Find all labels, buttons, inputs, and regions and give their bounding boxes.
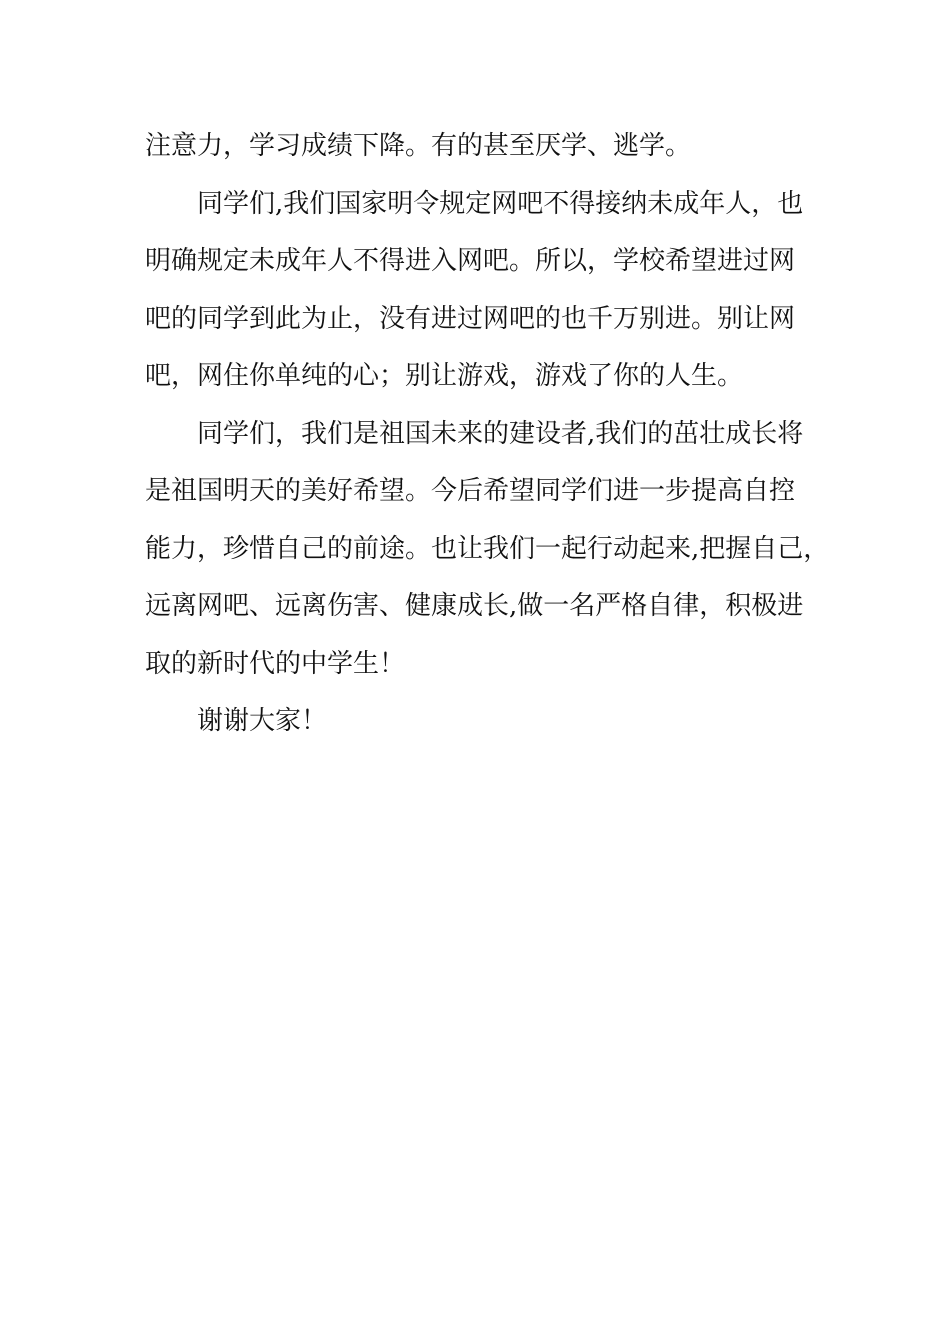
text-line: 吧的同学到此为止，没有进过网吧的也千万别进。别让网 <box>145 303 796 334</box>
text-line: 能力，珍惜自己的前途。也让我们一起行动起来,把握自己， <box>145 533 830 564</box>
text-line: 吧，网住你单纯的心；别让游戏，游戏了你的人生。 <box>145 361 744 391</box>
text-line: 取的新时代的中学生！ <box>145 648 406 679</box>
paragraph-start-line: 同学们,我们国家明令规定网吧不得接纳未成年人，也 <box>197 188 804 219</box>
text-line: 是祖国明天的美好希望。今后希望同学们进一步提高自控 <box>145 476 796 506</box>
closing-line: 谢谢大家！ <box>197 706 328 736</box>
text-line: 注意力，学习成绩下降。有的甚至厌学、逃学。 <box>145 131 692 161</box>
text-line: 远离网吧、远离伤害、健康成长,做一名严格自律，积极进 <box>145 591 804 621</box>
text-line: 明确规定未成年人不得进入网吧。所以，学校希望进过网 <box>145 246 796 276</box>
paragraph-start-line: 同学们，我们是祖国未来的建设者,我们的茁壮成长将 <box>197 418 804 449</box>
document-body <box>145 118 835 751</box>
